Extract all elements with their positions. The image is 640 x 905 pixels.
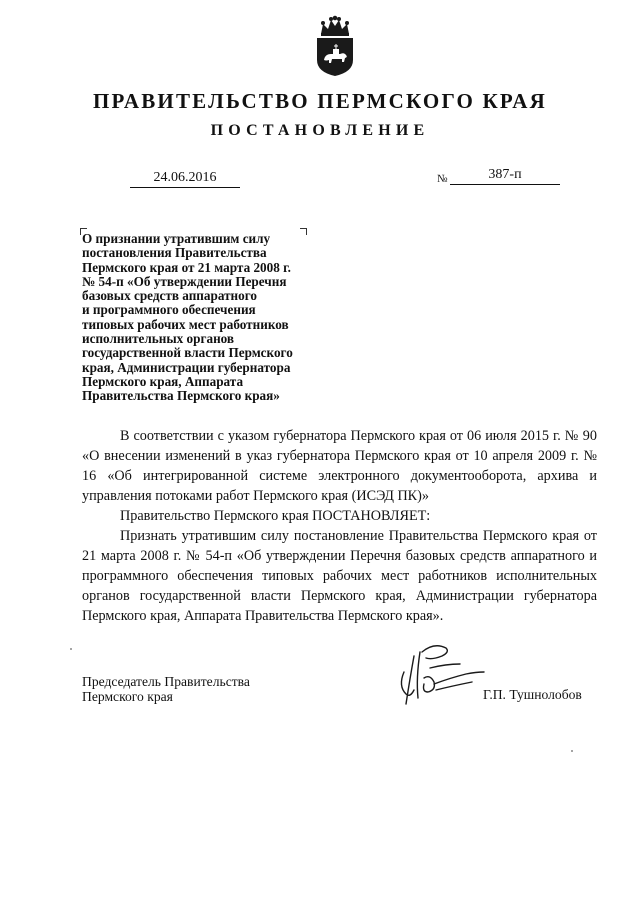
perm-krai-coat-of-arms-icon bbox=[313, 14, 357, 78]
document-body bbox=[82, 426, 597, 626]
subject-line: Пермского края, Аппарата bbox=[82, 373, 244, 389]
signer-name: Г.П. Тушнолобов bbox=[483, 687, 582, 702]
scan-speck bbox=[70, 648, 72, 650]
handwritten-signature-icon bbox=[390, 638, 490, 710]
signer-title-line: Председатель Правительства bbox=[82, 674, 250, 689]
body-paragraph-basis: В соответствии с указом губернатора Пермского края от 06 июля 2015 г. № 90 «О внесении изменений в указ губернатора Пермского края от 10 апреля 2009 г. № 16 «Об интегрированной системе электронного документооборота, архива и управления потоками работ Пермского края (ИСЭД ПК)» bbox=[82, 428, 597, 504]
subject-line: постановления Правительства bbox=[82, 245, 267, 261]
subject-line: базовых средств аппаратного bbox=[82, 288, 257, 304]
signer-title-line: Пермского края bbox=[82, 689, 173, 704]
subject-line: О признании утратившим силу bbox=[82, 231, 271, 246]
scan-speck bbox=[571, 750, 573, 752]
subject-line: края, Администрации губернатора bbox=[82, 359, 291, 375]
document-type: ПОСТАНОВЛЕНИЕ bbox=[210, 122, 430, 139]
number-sign: № bbox=[437, 173, 448, 185]
subject-line: и программного обеспечения bbox=[82, 302, 256, 318]
subject-line: типовых рабочих мест работников bbox=[82, 316, 289, 332]
government-title: ПРАВИТЕЛЬСТВО ПЕРМСКОГО КРАЯ bbox=[92, 89, 547, 113]
subject-line: исполнительных органов bbox=[82, 331, 235, 347]
subject-line: Правительства Пермского края» bbox=[82, 388, 280, 404]
subject-line: № 54-п «Об утверждении Перечня bbox=[82, 273, 287, 289]
subject-line: Пермского края от 21 марта 2008 г. bbox=[82, 259, 291, 275]
body-paragraph-decision: Признать утратившим силу постановление Правительства Пермского края от 21 марта 2008 г. № 54-п «Об утверждении Перечня базовых средств аппаратного и программного обеспечения типовых рабочих мест работников исполнительных органов государственной власти Пермского края, Администрации губернатора Пермского края, Аппарата Правительства Пермского края». bbox=[82, 528, 597, 624]
document-date: 24.06.2016 bbox=[130, 170, 240, 188]
body-paragraph-resolves: Правительство Пермского края ПОСТАНОВЛЯЕТ: bbox=[120, 508, 431, 524]
signer-title bbox=[82, 674, 250, 704]
subject-line: государственной власти Пермского bbox=[82, 345, 293, 361]
document-subject bbox=[82, 232, 352, 404]
document-number: 387-п bbox=[450, 167, 560, 185]
